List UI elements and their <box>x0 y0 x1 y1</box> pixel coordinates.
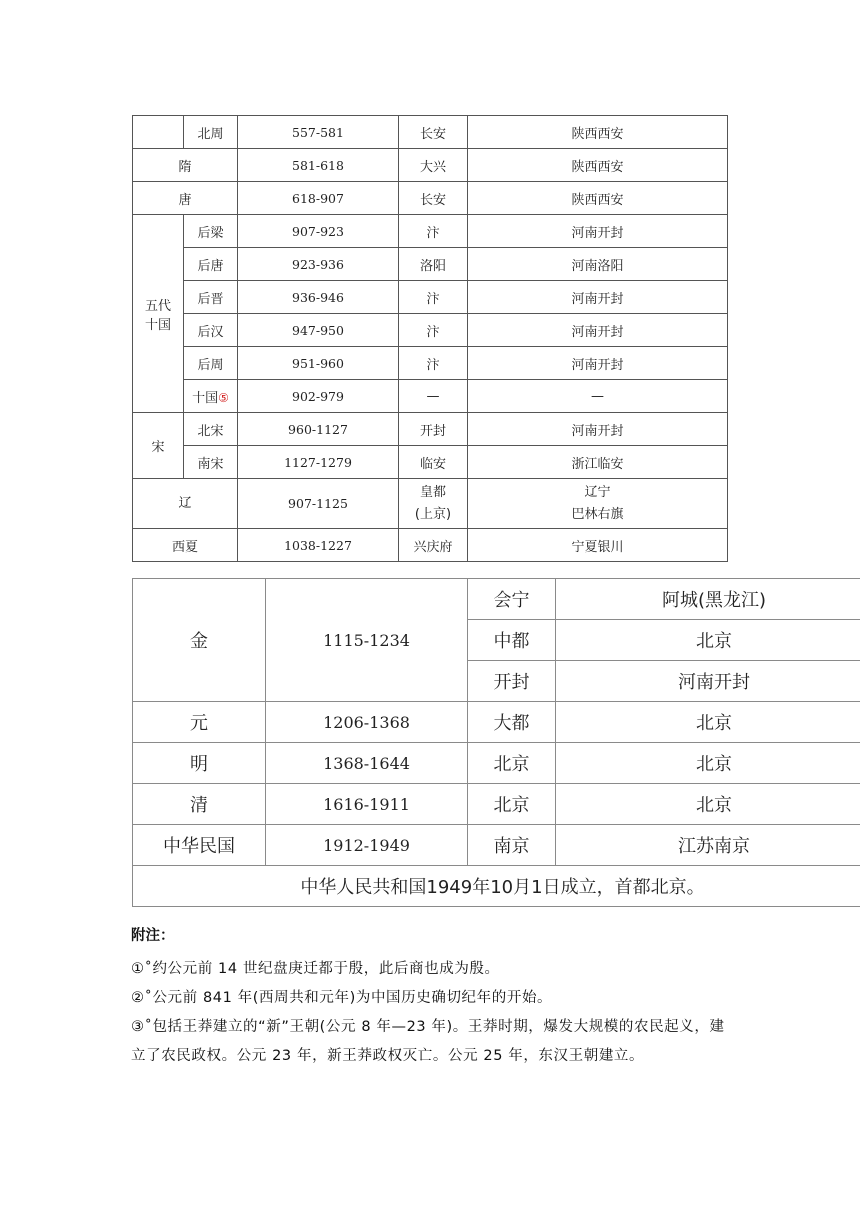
years-cell: 902-979 <box>238 380 399 413</box>
dynasty-name: 后晋 <box>184 281 238 314</box>
dynasty-name: 西夏 <box>133 529 238 562</box>
capital-cell: 长安 <box>399 182 468 215</box>
table-row <box>133 579 860 620</box>
location-line1: 辽宁 <box>584 484 611 500</box>
location-cell: 北京 <box>556 620 860 661</box>
dynasty-name: 清 <box>133 784 266 825</box>
years-cell: 1206-1368 <box>266 702 468 743</box>
dynasty-name: 北宋 <box>184 413 238 446</box>
table-row <box>133 149 728 182</box>
wudai-group-label <box>133 215 184 413</box>
table-row <box>133 784 860 825</box>
years-cell: 923-936 <box>238 248 399 281</box>
capital-cell: 汴 <box>399 215 468 248</box>
note-item: ②˚公元前 841 年(西周共和元年)为中国历史确切纪年的开始。 <box>131 990 553 1006</box>
capital-cell: 会宁 <box>468 579 556 620</box>
location-cell: 北京 <box>556 784 860 825</box>
table-row <box>133 413 728 446</box>
years-cell: 960-1127 <box>238 413 399 446</box>
table-row <box>133 116 728 149</box>
capital-cell: 中都 <box>468 620 556 661</box>
table-row <box>133 743 860 784</box>
table-row <box>133 347 728 380</box>
table-row <box>133 825 860 866</box>
dynasty-name: 唐 <box>133 182 238 215</box>
location-cell: 河南开封 <box>556 661 860 702</box>
location-cell: 河南开封 <box>468 314 728 347</box>
table-row <box>133 281 728 314</box>
table-row <box>133 479 728 529</box>
dynasty-name-with-note <box>184 380 238 413</box>
table-row <box>133 182 728 215</box>
table-row <box>133 866 860 907</box>
table-row <box>133 248 728 281</box>
capital-cell: 洛阳 <box>399 248 468 281</box>
location-cell <box>468 479 728 529</box>
location-cell: 北京 <box>556 702 860 743</box>
capital-cell: 长安 <box>399 116 468 149</box>
table-footer-note: 中华人民共和国1949年10月1日成立，首都北京。 <box>133 866 860 907</box>
dynasty-name: 十国 <box>192 390 219 406</box>
note-item: ③˚包括王莽建立的“新”王朝(公元 8 年—23 年)。王莽时期，爆发大规模的农民起义，建立了农民政权。公元 23 年，新王莽政权灭亡。公元 25 年，东汉王朝建立。 <box>131 1019 725 1064</box>
location-cell: 河南开封 <box>468 347 728 380</box>
dynasty-table-upper <box>132 115 728 562</box>
location-cell: 河南开封 <box>468 413 728 446</box>
location-cell: 宁夏银川 <box>468 529 728 562</box>
location-cell: 陕西西安 <box>468 149 728 182</box>
table-row <box>133 529 728 562</box>
years-cell: 907-923 <box>238 215 399 248</box>
years-cell: 557-581 <box>238 116 399 149</box>
dynasty-name: 隋 <box>133 149 238 182</box>
dynasty-name: 金 <box>133 579 266 702</box>
table-row <box>133 314 728 347</box>
capital-cell: 兴庆府 <box>399 529 468 562</box>
note-item: ①˚约公元前 14 世纪盘庚迁都于殷，此后商也成为殷。 <box>131 961 500 977</box>
years-cell: 907-1125 <box>238 479 399 529</box>
dynasty-name: 元 <box>133 702 266 743</box>
wudai-label-line2: 十国 <box>144 317 171 333</box>
dynasty-name: 北周 <box>184 116 238 149</box>
capital-cell: 开封 <box>399 413 468 446</box>
wudai-label-line1: 五代 <box>144 298 171 314</box>
location-cell: — <box>468 380 728 413</box>
location-cell: 浙江临安 <box>468 446 728 479</box>
capital-cell: 临安 <box>399 446 468 479</box>
capital-cell: 大兴 <box>399 149 468 182</box>
song-group-label: 宋 <box>133 413 184 479</box>
years-cell: 1038-1227 <box>238 529 399 562</box>
location-cell: 河南开封 <box>468 281 728 314</box>
dynasty-name: 后汉 <box>184 314 238 347</box>
dynasty-name: 后唐 <box>184 248 238 281</box>
years-cell: 951-960 <box>238 347 399 380</box>
years-cell: 947-950 <box>238 314 399 347</box>
location-cell: 陕西西安 <box>468 116 728 149</box>
dynasty-name: 南宋 <box>184 446 238 479</box>
table-row <box>133 380 728 413</box>
years-cell: 1368-1644 <box>266 743 468 784</box>
table-row <box>133 446 728 479</box>
years-cell: 936-946 <box>238 281 399 314</box>
capital-cell: — <box>399 380 468 413</box>
table-row <box>133 215 728 248</box>
notes-title: 附注： <box>131 928 175 944</box>
location-cell: 阿城(黑龙江) <box>556 579 860 620</box>
capital-line2: (上京) <box>414 506 452 522</box>
capital-cell: 北京 <box>468 743 556 784</box>
years-cell: 1912-1949 <box>266 825 468 866</box>
location-cell: 河南洛阳 <box>468 248 728 281</box>
dynasty-name: 明 <box>133 743 266 784</box>
notes-section <box>131 925 731 1071</box>
years-cell: 581-618 <box>238 149 399 182</box>
dynasty-name: 辽 <box>133 479 238 529</box>
capital-cell: 汴 <box>399 314 468 347</box>
years-cell: 1127-1279 <box>238 446 399 479</box>
footnote-marker: ⑤ <box>218 390 229 405</box>
location-cell: 河南开封 <box>468 215 728 248</box>
years-cell: 618-907 <box>238 182 399 215</box>
dynasty-name: 后梁 <box>184 215 238 248</box>
location-cell: 北京 <box>556 743 860 784</box>
location-line2: 巴林右旗 <box>571 506 624 522</box>
location-cell: 陕西西安 <box>468 182 728 215</box>
capital-cell <box>399 479 468 529</box>
location-cell: 江苏南京 <box>556 825 860 866</box>
dynasty-cell <box>133 116 184 149</box>
capital-cell: 汴 <box>399 347 468 380</box>
years-cell: 1616-1911 <box>266 784 468 825</box>
dynasty-table-lower <box>132 578 860 907</box>
capital-cell: 北京 <box>468 784 556 825</box>
dynasty-name: 中华民国 <box>133 825 266 866</box>
capital-cell: 开封 <box>468 661 556 702</box>
capital-cell: 汴 <box>399 281 468 314</box>
capital-line1: 皇都 <box>419 484 446 500</box>
dynasty-name: 后周 <box>184 347 238 380</box>
years-cell: 1115-1234 <box>266 579 468 702</box>
capital-cell: 南京 <box>468 825 556 866</box>
capital-cell: 大都 <box>468 702 556 743</box>
table-row <box>133 702 860 743</box>
